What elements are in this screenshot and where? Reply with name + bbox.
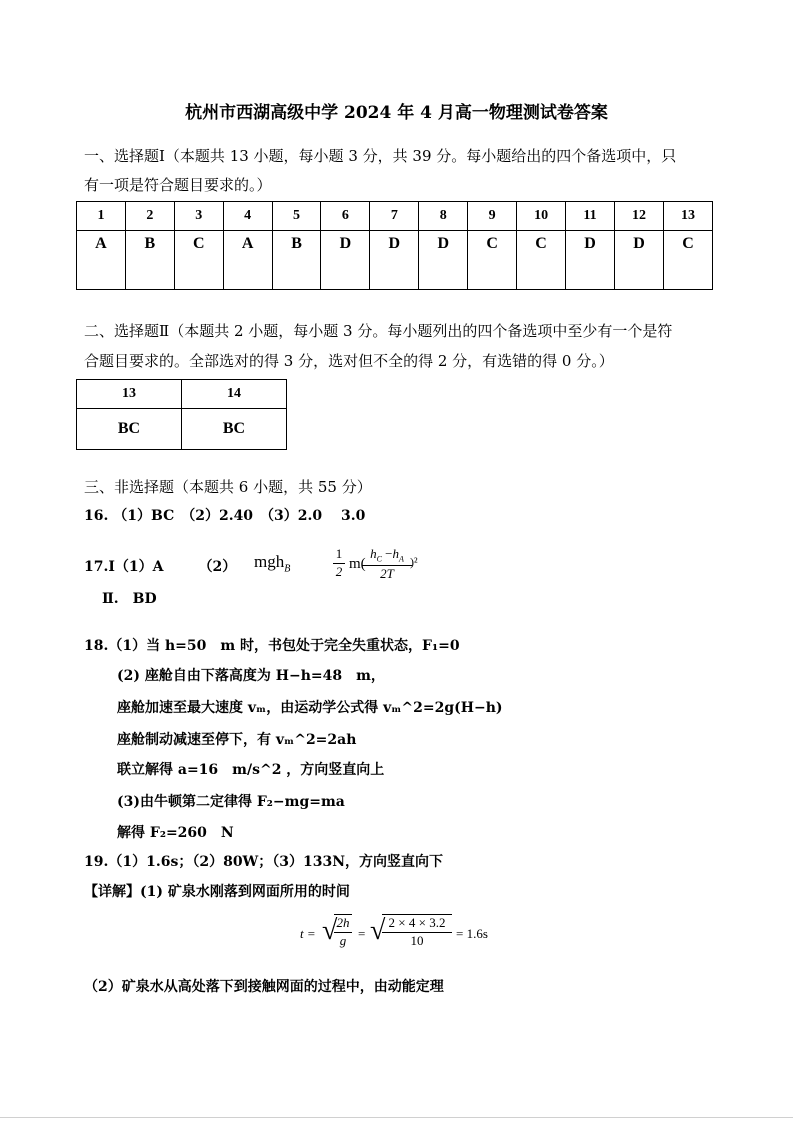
answer-cell-2: BC: [182, 409, 287, 450]
answer-q17-line1: 17.Ⅰ（1）A （2）: [84, 559, 237, 575]
page-bottom-rule: [0, 1117, 793, 1118]
fraction-velocity: $\frac{h_C -h_A}{2T}$: [362, 546, 412, 582]
question-number-cell-13: 13: [663, 202, 712, 231]
question-number-cell-5: 5: [272, 202, 321, 231]
answer-q18-line6: (3)由牛顿第二定律得 F₂−mg=ma: [117, 794, 345, 810]
question-number-cell-2: 14: [182, 380, 287, 409]
question-number-cell-1: 13: [77, 380, 182, 409]
section3-heading: 三、非选择题（本题共 6 小题，共 55 分）: [84, 478, 372, 496]
page-title: 杭州市西湖高级中学 2024 年 4 月高一物理测试卷答案: [185, 103, 608, 123]
section2-heading: 二、选择题Ⅱ（本题共 2 小题，每小题 3 分。每小题列出的四个备选项中至少有一个是符: [84, 322, 673, 340]
section2-heading-cont: 合题目要求的。全部选对的得 3 分，选对但不全的得 2 分，有选错的得 0 分。）: [84, 352, 614, 370]
answer-q19-line3: （2）矿泉水从高处落下到接触网面的过程中，由动能定理: [84, 979, 444, 995]
answer-q19-line1: 19.（1）1.6s；（2）80W；（3）133N，方向竖直向下: [84, 854, 444, 870]
choice-answer-table-1: [76, 201, 713, 290]
answer-q19-detail: 【详解】(1) 矿泉水刚落到网面所用的时间: [84, 884, 350, 900]
section1-heading: 一、选择题Ⅰ（本题共 13 小题，每小题 3 分，共 39 分。每小题给出的四个备选项中，只: [84, 147, 677, 165]
answer-q18-line4: 座舱制动减速至停下，有 vₘ^2=2ah: [117, 732, 357, 748]
answer-cell-11: D: [566, 231, 615, 290]
answer-cell-4: A: [223, 231, 272, 290]
question-number-cell-1: 1: [77, 202, 126, 231]
answer-q18-line5: 联立解得 a=16 m/s^2 ，方向竖直向上: [117, 762, 385, 778]
question-number-cell-7: 7: [370, 202, 419, 231]
fraction-half: $\frac{1}{2}$: [333, 546, 345, 580]
answer-q18-line7: 解得 F₂=260 N: [117, 825, 234, 841]
question-number-cell-10: 10: [517, 202, 566, 231]
answer-cell-10: C: [517, 231, 566, 290]
question-number-cell-12: 12: [615, 202, 664, 231]
answer-cell-3: C: [174, 231, 223, 290]
question-number-cell-4: 4: [223, 202, 272, 231]
answer-cell-9: C: [468, 231, 517, 290]
answer-cell-1: A: [77, 231, 126, 290]
question-number-cell-2: 2: [125, 202, 174, 231]
question-number-cell-11: 11: [566, 202, 615, 231]
answer-cell-1: BC: [77, 409, 182, 450]
question-number-cell-8: 8: [419, 202, 468, 231]
question-number-cell-6: 6: [321, 202, 370, 231]
answer-cell-13: C: [663, 231, 712, 290]
answer-cell-5: B: [272, 231, 321, 290]
answer-cell-12: D: [615, 231, 664, 290]
section1-heading-cont: 有一项是符合题目要求的。）: [84, 176, 272, 194]
answer-q18-line2: (2) 座舱自由下落高度为 H−h=48 m，: [117, 668, 385, 684]
answer-q18-line3: 座舱加速至最大速度 vₘ，由运动学公式得 vₘ^2=2g(H−h): [117, 700, 503, 716]
answer-cell-6: D: [321, 231, 370, 290]
answer-q17-line2: Ⅱ. BD: [102, 591, 157, 607]
formula-square: )²: [410, 555, 418, 569]
question-number-cell-3: 3: [174, 202, 223, 231]
question-number-cell-9: 9: [468, 202, 517, 231]
formula-m: m(: [349, 556, 366, 572]
answer-cell-8: D: [419, 231, 468, 290]
answer-cell-7: D: [370, 231, 419, 290]
answer-cell-2: B: [125, 231, 174, 290]
choice-answer-table-2: [76, 379, 287, 450]
answer-q18-line1: 18.（1）当 h=50 m 时，书包处于完全失重状态，F₁=0: [84, 638, 460, 654]
formula-mgh: mgh$_B$: [254, 552, 291, 575]
answer-q16: 16. （1）BC （2）2.40 （3）2.0 3.0: [84, 508, 366, 524]
